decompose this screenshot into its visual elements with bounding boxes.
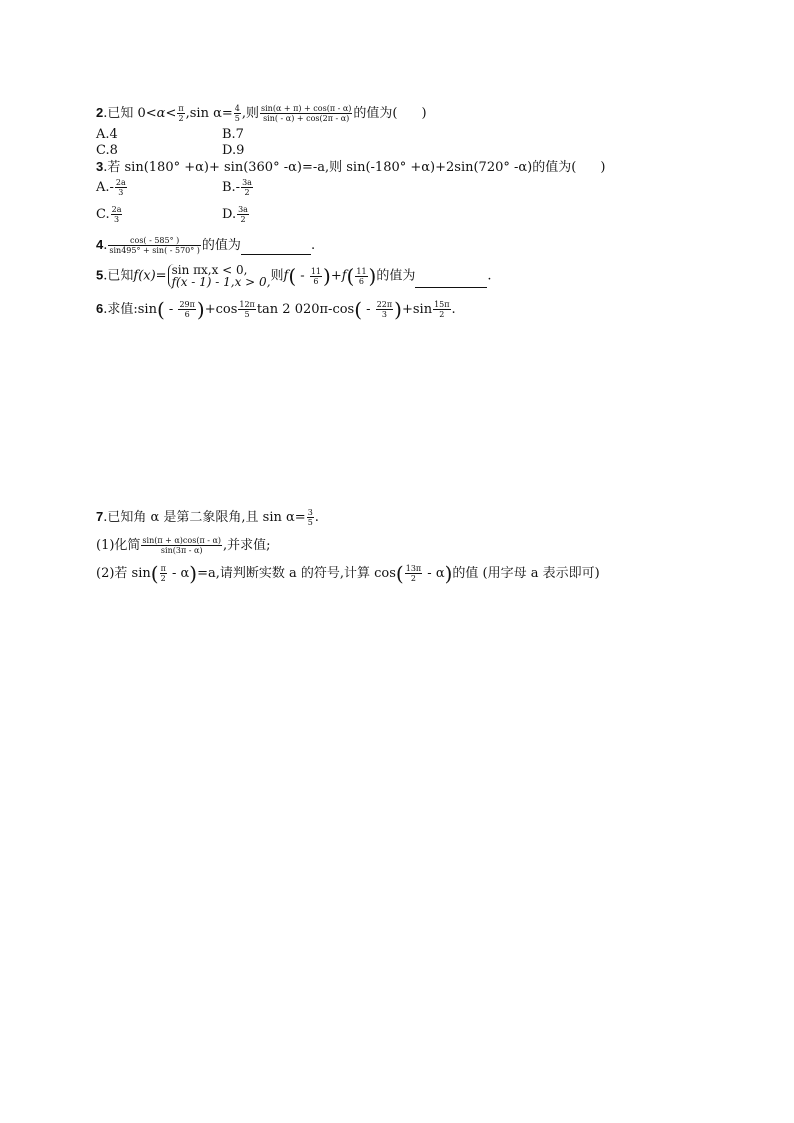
question-text: 的值 (用字母 a 表示即可) [452,566,600,581]
option-d[interactable] [222,143,244,158]
option-label: D.9 [222,143,245,158]
fraction [238,300,255,319]
right-paren: ) [444,561,453,586]
option-label: C.8 [96,143,118,158]
denominator: 2 [178,114,184,123]
period: . [310,238,316,253]
question-text: - α [423,566,445,581]
numerator: 12π [239,300,255,309]
question-7-part-2 [96,561,600,586]
function-def: f(x)= [133,268,167,284]
answer-blank[interactable] [415,275,487,288]
left-paren: ( [346,264,355,288]
fraction [115,178,127,197]
denominator: sin( - α) + cos(2π - α) [260,113,352,123]
question-4: 4. $\frac{\cos( - 585^\circ )}{\sin 495^\circ + \sin( - 570^\circ )}$ 的值为 . [96,236,316,255]
lt-symbol: < [165,106,177,121]
period: . [451,302,456,317]
question-text: 已知 0< [107,106,157,121]
question-text: ,则 [241,106,259,121]
option-d[interactable] [222,205,250,224]
option-label: A.4 [96,127,118,142]
question-text: +cos [204,302,238,317]
numerator: 11 [310,266,322,276]
right-paren: ) [323,264,331,288]
numerator: 15π [434,300,450,309]
option-b[interactable] [222,127,244,142]
question-text: - α [167,566,190,581]
fraction [108,236,201,255]
minus-sign: - [164,302,178,317]
fraction [160,564,167,583]
question-text: (2)若 sin [96,566,151,581]
denominator: 2 [405,573,422,583]
numerator: cos( - 585° ) [130,236,180,245]
denominator: sin(3π - α) [141,545,222,555]
question-text: 若 sin(180° +α)+ sin(360° -α)=-a,则 sin(-180° +α)+2sin(720° -α)的值为( [107,160,577,175]
question-number: 2 [96,105,104,120]
option-a[interactable] [96,178,128,197]
numerator: 29π [179,300,195,309]
denominator: sin495° + sin( - 570° ) [109,246,200,255]
question-text: tan 2 020π-cos [256,302,355,317]
numerator: 22π [376,300,393,309]
question-6: 6.求值:sin( - $\frac{29\pi}{6}$ )+cos $\frac{12\pi}{5}$ tan 2 020π-cos( - $\frac{22\pi}{3}$ )+sin $\frac{15\pi}{2}$ . [96,297,456,322]
question-text: +sin [401,302,433,317]
fraction [178,300,195,319]
question-number: 4 [96,237,104,252]
right-paren: ) [196,297,205,322]
numerator: 3 [307,508,313,517]
option-b[interactable] [222,178,254,197]
function-symbol: f [341,268,347,284]
left-paren: ( [150,561,159,586]
denominator: 2 [433,309,450,319]
fraction [141,536,222,555]
denominator: 3 [111,214,123,224]
close-paren: ) [600,160,606,175]
right-paren: ) [368,264,377,288]
question-5: 5.已知f(x)= sin πx,x < 0, f(x - 1) - 1,x > 0,则f( - $\frac{11}{6}$ )+f( $\frac{11}{6}$ )的值为 . [96,263,492,289]
question-text: =a,请判断实数 a 的符号,计算 cos [197,566,396,581]
numerator: sin(π + α)cos(π - α) [142,536,222,545]
question-2: 2.已知 0<α< $\frac{\pi}{2}$ ,sin α= $\frac{4}{5}$ ,则 $\frac{\sin(\alpha + \pi) + \cos(\pi - \alpha)}{\sin( - \alpha) + \cos(2\pi - \alpha)}$ 的值为( ) [96,104,427,123]
option-c[interactable] [96,143,118,158]
numerator: π [160,564,166,573]
denominator: 3 [376,309,393,319]
fraction [237,205,249,224]
numerator: 4 [234,104,240,113]
left-paren: ( [156,297,165,322]
option-c[interactable] [96,205,123,224]
question-text: 的值为( [353,106,398,121]
option-label: D. [222,207,237,222]
question-text: 已知角 α 是第二象限角,且 sin α= [107,510,306,525]
option-label: A.- [96,180,114,195]
denominator: 5 [307,518,313,527]
close-paren: ) [421,106,427,121]
function-symbol: f [283,268,289,284]
question-3: 3.若 sin(180° +α)+ sin(360° -α)=-a,则 sin(-180° +α)+2sin(720° -α)的值为( ) [96,159,606,175]
denominator: 6 [310,276,322,286]
denominator: 2 [237,214,249,224]
fraction [376,300,393,319]
fraction [433,300,450,319]
denominator: 2 [241,187,253,197]
minus-sign: - [362,302,375,317]
denominator: 6 [178,309,195,319]
fraction [355,267,367,286]
question-7-part-1 [96,536,271,555]
question-text: 求值:sin [107,302,157,317]
question-text: ,sin α= [185,106,233,121]
question-text: 的值为 [201,238,241,253]
right-paren: ) [394,297,402,322]
question-text: 已知 [107,268,134,284]
numerator: 3a [238,205,248,214]
fraction [307,508,314,527]
case-2: f(x - 1) - 1,x > 0, [171,275,271,289]
fraction [310,267,322,286]
question-number: 7 [96,509,104,524]
numerator: 2a [115,178,126,187]
numerator: 13π [405,564,422,573]
alpha-symbol: α [156,106,166,121]
question-7: 7.已知角 α 是第二象限角,且 sin α= $\frac{3}{5}$ . [96,508,319,527]
question-text: ,并求值; [223,538,271,553]
denominator: 3 [115,187,127,197]
answer-blank[interactable] [241,242,311,255]
option-label: B.7 [222,127,244,142]
fraction [234,104,241,123]
fraction [241,178,253,197]
option-a[interactable] [96,127,118,142]
denominator: 2 [160,574,166,583]
case-1: sin πx,x < 0, [171,263,248,277]
left-paren: ( [354,297,363,322]
numerator: 2a [111,205,122,214]
question-number: 5 [96,267,104,283]
denominator: 5 [234,114,240,123]
period: . [314,510,319,525]
denominator: 6 [355,276,367,286]
numerator: 11 [356,266,367,276]
piecewise-brace [168,264,271,288]
left-paren: ( [395,561,404,586]
minus-sign: - [296,268,309,284]
left-paren: ( [288,264,297,288]
numerator: π [178,104,184,113]
option-label: C. [96,207,110,222]
denominator: 5 [238,309,255,319]
question-text: 的值为 [376,268,416,284]
question-text: (1)化简 [96,538,141,553]
fraction [405,564,422,583]
question-number: 6 [96,301,104,316]
right-paren: ) [189,561,198,586]
option-label: B.- [222,180,241,195]
question-number: 3 [96,159,104,174]
big-fraction [260,104,352,123]
plus-sign: + [330,268,342,284]
period: . [487,268,492,284]
numerator: 3a [242,178,252,187]
question-text: 则 [270,268,284,284]
fraction [111,205,123,224]
numerator: sin(α + π) + cos(π - α) [261,104,352,113]
fraction [177,104,184,123]
